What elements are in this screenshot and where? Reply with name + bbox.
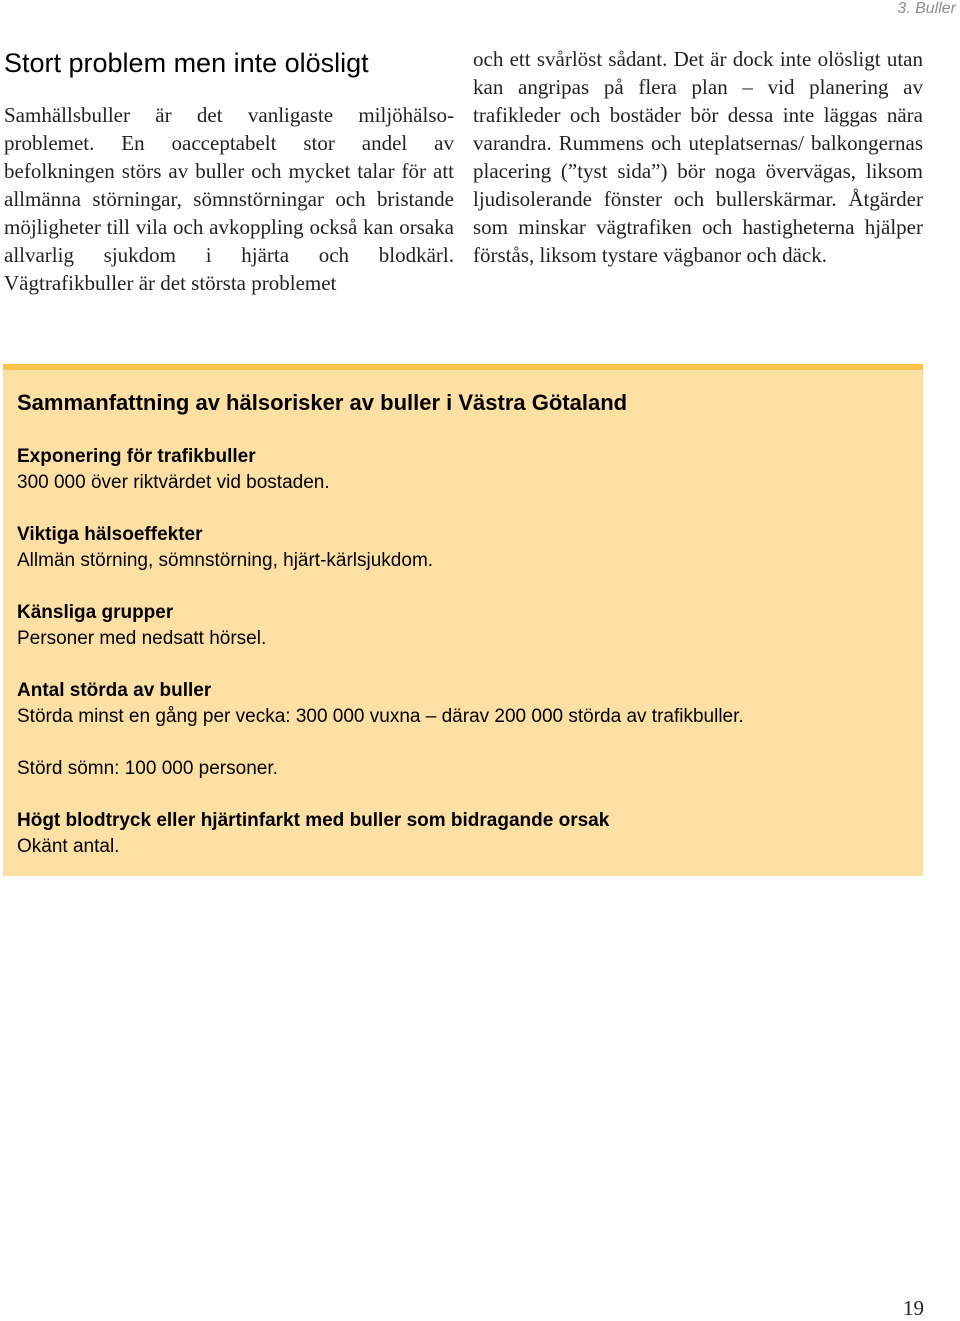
summary-item-label: Högt blodtryck eller hjärtinfarkt med buller som bidragande orsak [17, 810, 610, 831]
summary-item-number-disturbed [17, 678, 909, 730]
summary-item-label: Antal störda av buller [17, 680, 212, 701]
summary-item-value: Allmän störning, sömnstörning, hjärt-kärlsjukdom. [17, 550, 434, 571]
summary-item-sensitive-groups [17, 600, 909, 652]
summary-item-value: Okänt antal. [17, 836, 120, 857]
summary-item-label: Viktiga hälsoeffekter [17, 524, 203, 545]
body-text-right-column: och ett svårlöst sådant. Det är dock inte olösligt utan kan angripas på flera plan – vid planering av trafikleder och bostäder bör dessa inte läggas nära varandra. Rummens och uteplatsernas/ balkongernas placering (”tyst sida”) bör noga övervägas, liksom ljudisolerande fönster och bullerskärmar. Åtgärder som minskar vägtrafiken och hastigheterna hjälper förstås, liksom tystare vägbanor och däck. [473, 47, 923, 267]
summary-item-value: 300 000 över riktvärdet vid bostaden. [17, 472, 330, 493]
summary-item-value: Störd sömn: 100 000 personer. [17, 758, 278, 779]
summary-item-exposure [17, 444, 909, 496]
summary-item-health-effects [17, 522, 909, 574]
body-text-left-column: Samhällsbuller är det vanligaste miljöhälsoproblemet. En oacceptabelt stor andel av befolkningen störs av buller och mycket talar för att allmänna störningar, sömnstörningar och bristande möjligheter till vila och avkoppling också kan orsaka allvarlig sjukdom i hjärta och blodkärl. Vägtrafikbuller är det största problemet [4, 103, 454, 295]
summary-item-value: Störda minst en gång per vecka: 300 000 vuxna – därav 200 000 störda av trafikbuller. [17, 706, 744, 727]
summary-box [3, 364, 923, 876]
summary-item-blood-pressure [17, 808, 909, 860]
chapter-label: 3. Buller [897, 0, 956, 17]
summary-title: Sammanfattning av hälsorisker av buller i Västra Götaland [17, 390, 628, 415]
summary-item-label: Exponering för trafikbuller [17, 446, 256, 467]
section-title: Stort problem men inte olösligt [4, 48, 369, 78]
summary-item-value: Personer med nedsatt hörsel. [17, 628, 267, 649]
page-number: 19 [903, 1296, 924, 1320]
summary-item-label: Känsliga grupper [17, 602, 174, 623]
summary-item-disturbed-sleep [17, 756, 909, 782]
